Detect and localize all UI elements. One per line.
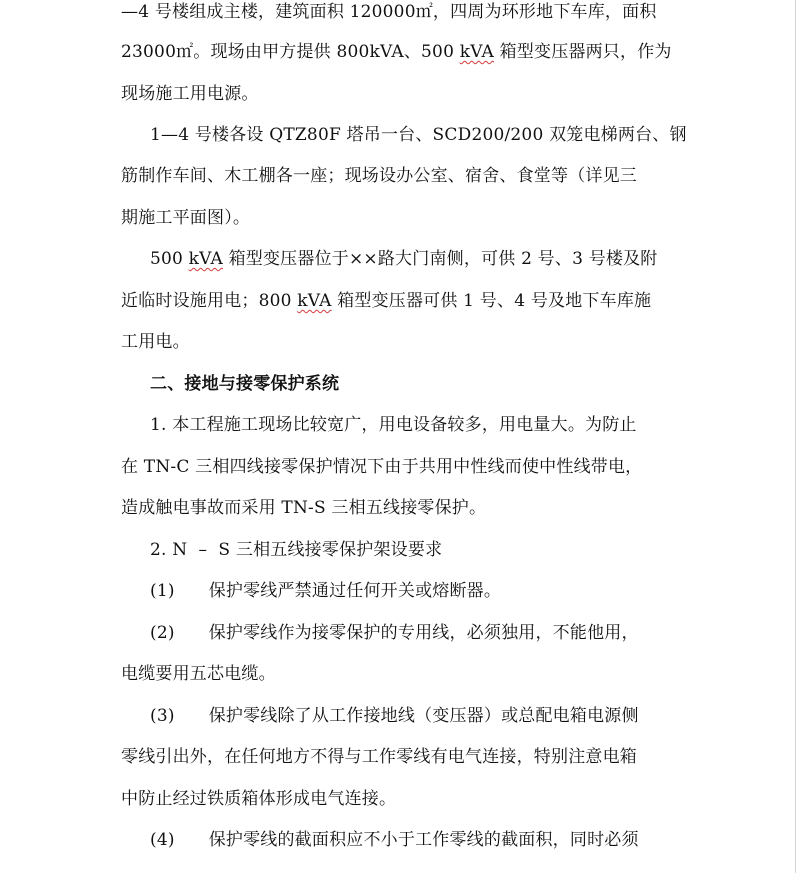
text: 工用电。 [121, 332, 190, 352]
paragraph-line [121, 162, 637, 190]
list-item [150, 619, 639, 647]
list-number: (1) [150, 581, 175, 601]
paragraph-line [121, 80, 259, 108]
text: 近临时设施用电；800 [121, 291, 298, 311]
paragraph-line [121, 743, 637, 771]
paragraph-line [121, 204, 250, 232]
paragraph-line [121, 453, 642, 481]
text: 保护零线除了从工作接地线（变压器）或总配电箱电源侧 [208, 706, 639, 726]
text: 保护零线严禁通过任何开关或熔断器。 [208, 581, 502, 601]
list-item [150, 702, 639, 730]
list-number: (4) [150, 830, 175, 850]
text: 在 TN-C 三相四线接零保护情况下由于共用中性线而使中性线带电， [121, 457, 643, 477]
section-heading [150, 370, 339, 398]
paragraph-line [121, 0, 657, 26]
text: 1. 本工程施工现场比较宽广，用电设备较多，用电量大。为防止 [150, 415, 637, 435]
list-item [150, 577, 501, 605]
text: 筋制作车间、木工棚各一座；现场设办公室、宿舍、食堂等（详见三 [121, 166, 637, 186]
text: 电缆要用五芯电缆。 [121, 664, 276, 684]
text: 2. N – S 三相五线接零保护架设要求 [150, 540, 443, 560]
paragraph-line [121, 328, 190, 356]
text: 箱型变压器两只，作为 [494, 42, 672, 62]
text: —4 号楼组成主楼，建筑面积 120000㎡，四周为环形地下车库，面积 [121, 2, 657, 22]
paragraph-line [121, 494, 486, 522]
list-number: (2) [150, 623, 175, 643]
heading-text: 二、接地与接零保护系统 [150, 374, 340, 394]
text: 造成触电事故而采用 TN-S 三相五线接零保护。 [121, 498, 487, 518]
paragraph-line [121, 38, 672, 66]
text: 中防止经过铁质箱体形成电气连接。 [121, 789, 397, 809]
paragraph-line [150, 536, 442, 564]
paragraph-line [121, 785, 396, 813]
list-item [150, 826, 639, 854]
text: 期施工平面图）。 [121, 208, 251, 228]
paragraph-line [150, 245, 658, 273]
paragraph-line [121, 660, 276, 688]
text: 箱型变压器位于××路大门南侧，可供 2 号、3 号楼及附 [222, 249, 658, 269]
paragraph-line [150, 121, 687, 149]
spellcheck-word: kVA [297, 291, 332, 311]
text: 保护零线作为接零保护的专用线，必须独用，不能他用， [208, 623, 639, 643]
spellcheck-word: kVA [459, 42, 494, 62]
text: 保护零线的截面积应不小于工作零线的截面积，同时必须 [208, 830, 639, 850]
text: 1—4 号楼各设 QTZ80F 塔吊一台、SCD200/200 双笼电梯两台、钢 [150, 125, 687, 145]
text: 现场施工用电源。 [121, 84, 259, 104]
paragraph-line [121, 287, 651, 315]
paragraph-line [150, 411, 637, 439]
spellcheck-word: kVA [188, 249, 223, 269]
list-number: (3) [150, 706, 175, 726]
text: 500 [150, 249, 189, 269]
text: 箱型变压器可供 1 号、4 号及地下车库施 [331, 291, 652, 311]
text: 23000㎡。现场由甲方提供 800kVA、500 [121, 42, 460, 62]
text: 零线引出外，在任何地方不得与工作零线有电气连接，特别注意电箱 [121, 747, 637, 767]
